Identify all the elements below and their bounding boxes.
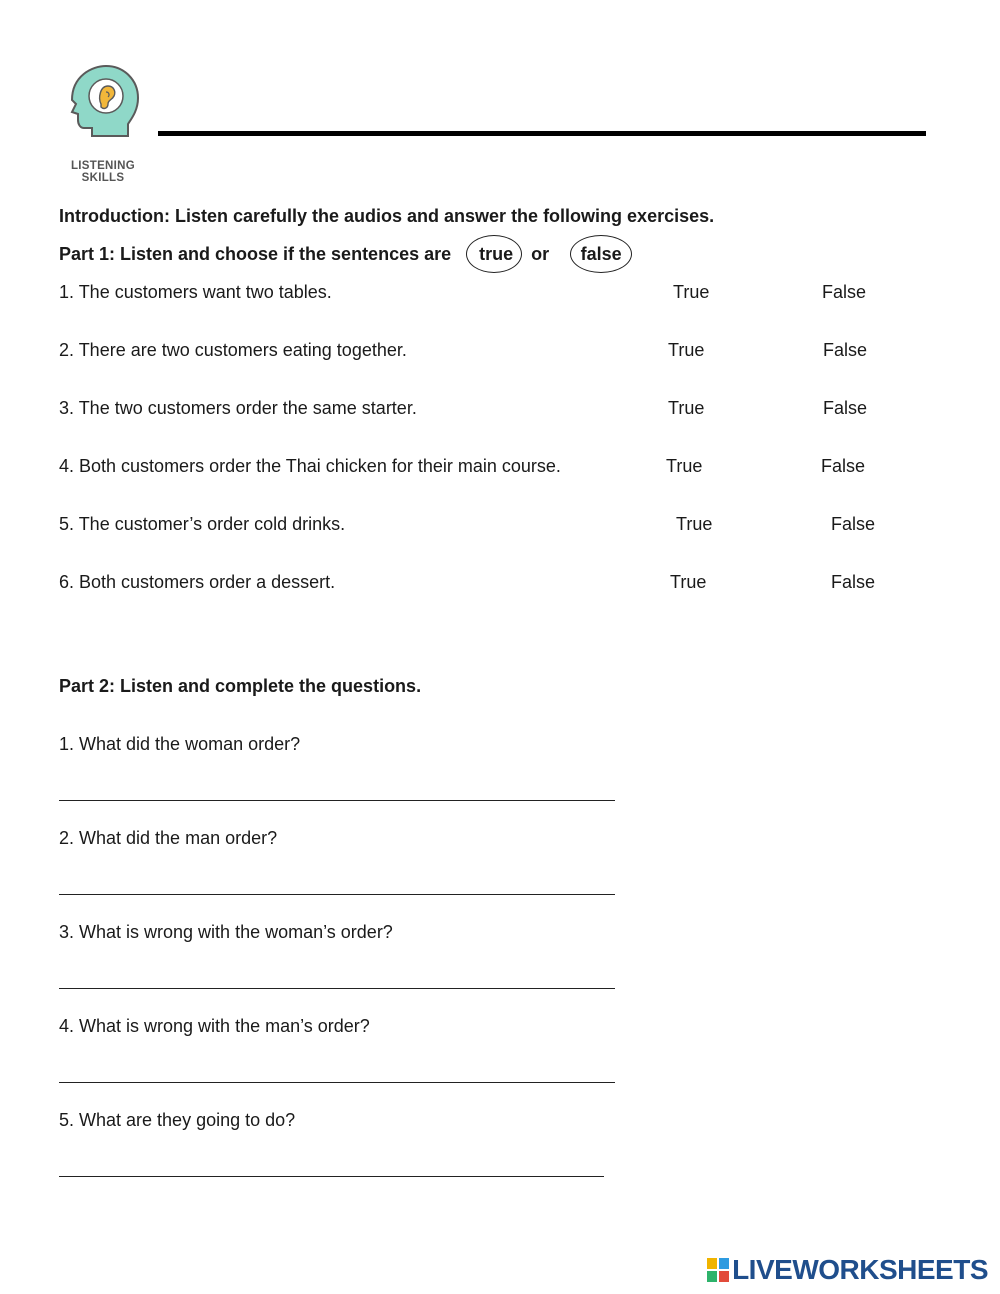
- answer-line-2[interactable]: [59, 894, 615, 895]
- false-option[interactable]: False: [823, 398, 868, 418]
- tf-statement: 4. Both customers order the Thai chicken for their main course.: [59, 456, 561, 476]
- tf-item-5: [0, 514, 1000, 538]
- true-word: [470, 244, 522, 265]
- true-option[interactable]: True: [673, 282, 710, 302]
- head-ear-icon: [62, 62, 144, 158]
- tf-statement: 1. The customers want two tables.: [59, 282, 332, 302]
- true-option[interactable]: True: [668, 398, 705, 418]
- tf-item-3: [0, 398, 1000, 422]
- or-word: or: [531, 244, 550, 264]
- part1-heading: [59, 244, 630, 265]
- logo-label-line2: SKILLS: [81, 172, 125, 184]
- answer-line-4[interactable]: [59, 1082, 615, 1083]
- part1-heading-text: Part 1: Listen and choose if the sentences are: [59, 244, 452, 264]
- true-oval: [466, 235, 522, 273]
- false-option[interactable]: False: [831, 514, 876, 534]
- question-3: 3. What is wrong with the woman’s order?: [59, 922, 393, 942]
- true-option[interactable]: True: [670, 572, 707, 592]
- answer-line-5[interactable]: [59, 1176, 604, 1177]
- true-option[interactable]: True: [666, 456, 703, 476]
- tf-item-1: [0, 282, 1000, 306]
- true-option[interactable]: True: [676, 514, 713, 534]
- intro-text: Introduction: Listen carefully the audios and answer the following exercises.: [59, 206, 715, 226]
- tf-statement: 2. There are two customers eating together.: [59, 340, 407, 360]
- question-2: 2. What did the man order?: [59, 828, 278, 848]
- question-4: 4. What is wrong with the man’s order?: [59, 1016, 370, 1036]
- false-option[interactable]: False: [821, 456, 866, 476]
- false-word-label: false: [580, 244, 622, 264]
- liveworksheets-logo-icon: [707, 1258, 729, 1282]
- brand-name: LIVEWORKSHEETS: [732, 1254, 988, 1285]
- logo-label: [62, 160, 144, 184]
- tf-statement: 5. The customer’s order cold drinks.: [59, 514, 346, 534]
- false-option[interactable]: False: [823, 340, 868, 360]
- tf-statement: 6. Both customers order a dessert.: [59, 572, 336, 592]
- tf-item-2: [0, 340, 1000, 364]
- question-5: 5. What are they going to do?: [59, 1110, 296, 1130]
- answer-line-1[interactable]: [59, 800, 615, 801]
- liveworksheets-brand: [707, 1254, 988, 1284]
- true-option[interactable]: True: [668, 340, 705, 360]
- tf-statement: 3. The two customers order the same starter.: [59, 398, 417, 418]
- title-line: [158, 131, 926, 136]
- logo-label-line1: LISTENING: [70, 160, 136, 172]
- answer-line-3[interactable]: [59, 988, 615, 989]
- question-1: 1. What did the woman order?: [59, 734, 301, 754]
- part2-heading: Part 2: Listen and complete the questions.: [59, 676, 422, 696]
- tf-item-6: [0, 572, 1000, 596]
- false-word: [572, 244, 630, 265]
- listening-skills-logo: [62, 62, 144, 190]
- tf-item-4: [0, 456, 1000, 480]
- false-oval: [570, 235, 632, 273]
- false-option[interactable]: False: [831, 572, 876, 592]
- true-word-label: true: [479, 244, 514, 264]
- false-option[interactable]: False: [822, 282, 867, 302]
